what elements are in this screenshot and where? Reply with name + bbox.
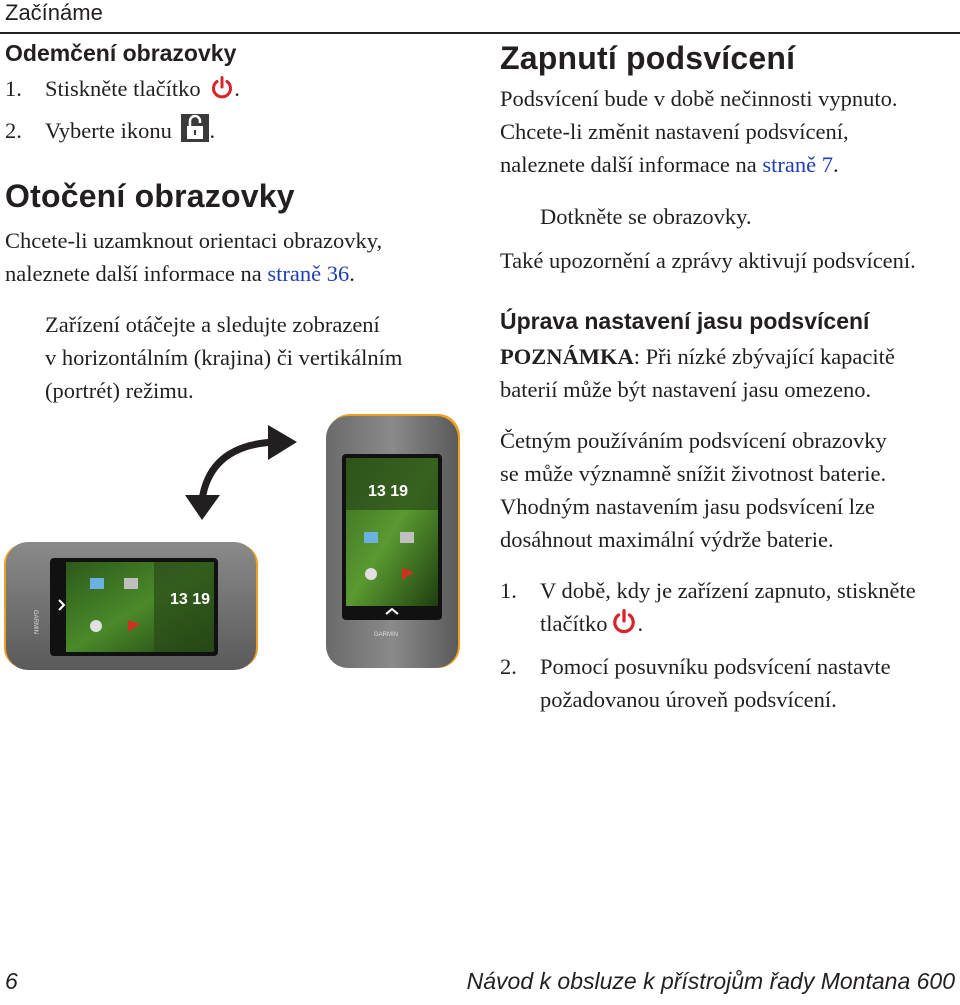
power-icon: [611, 609, 637, 644]
step-number: 2.: [500, 654, 517, 679]
step-text: Vyberte ikonu: [45, 118, 172, 143]
unlock-step-2: 2. Vyberte ikonu .: [5, 114, 215, 151]
step-number: 1.: [500, 578, 517, 603]
page-link-36[interactable]: straně 36: [267, 261, 350, 286]
brightness-paragraph: Četným používáním podsvícení obrazovky se může významně snížit životnost baterie. Vhodným nastavením jasu podsvícení lze dosáhnout maximální výdrže baterie.: [500, 428, 887, 552]
backlight-paragraph-1: Podsvícení bude v době nečinnosti vypnuto. Chcete-li změnit nastavení podsvícení, naleznete další informace na straně 7.: [500, 86, 898, 177]
note-label: POZNÁMKA: [500, 344, 634, 369]
backlight-heading: Zapnutí podsvícení: [500, 40, 796, 76]
device-landscape-image: [4, 540, 258, 677]
header-rule: [0, 32, 960, 34]
rotate-heading: Otočení obrazovky: [5, 178, 295, 214]
manual-title: Návod k obsluze k přístrojům řady Montana 600: [466, 968, 955, 994]
brightness-step-2: 2. Pomocí posuvníku podsvícení nastavte požadovanou úroveň podsvícení.: [500, 650, 955, 716]
step-number: 2.: [5, 118, 22, 143]
unlock-step-1: 1. Stiskněte tlačítko .: [5, 72, 240, 109]
unlock-icon: [181, 114, 209, 151]
backlight-paragraph-3: Také upozornění a zprávy aktivují podsvícení.: [500, 248, 916, 273]
step-text: Stiskněte tlačítko: [45, 76, 201, 101]
landscape-brand: GARMIN: [32, 610, 38, 634]
power-icon: [210, 76, 234, 109]
portrait-time: 13 19: [368, 483, 409, 500]
page-link-7[interactable]: straně 7: [762, 152, 833, 177]
section-header: Začínáme: [5, 0, 103, 25]
rotate-arrow-icon: [180, 420, 300, 525]
brightness-note: POZNÁMKA: Při nízké zbývající kapacitě baterií může být nastavení jasu omezeno.: [500, 344, 895, 402]
device-portrait-image: [324, 414, 464, 675]
unlock-heading: Odemčení obrazovky: [5, 40, 237, 66]
brightness-step-1: 1. V době, kdy je zařízení zapnuto, stiskněte tlačítko .: [500, 574, 955, 644]
backlight-paragraph-2: Dotkněte se obrazovky.: [540, 204, 752, 229]
rotate-paragraph-1: Chcete-li uzamknout orientaci obrazovky, naleznete další informace na straně 36.: [5, 228, 383, 286]
landscape-time: 13 19: [170, 591, 211, 608]
step-number: 1.: [5, 76, 22, 101]
page-number: 6: [5, 968, 18, 994]
portrait-brand: GARMIN: [374, 632, 398, 638]
brightness-heading: Úprava nastavení jasu podsvícení: [500, 308, 870, 334]
rotate-paragraph-2: Zařízení otáčejte a sledujte zobrazení v horizontálním (krajina) či vertikálním (portrét) režimu.: [45, 312, 403, 403]
